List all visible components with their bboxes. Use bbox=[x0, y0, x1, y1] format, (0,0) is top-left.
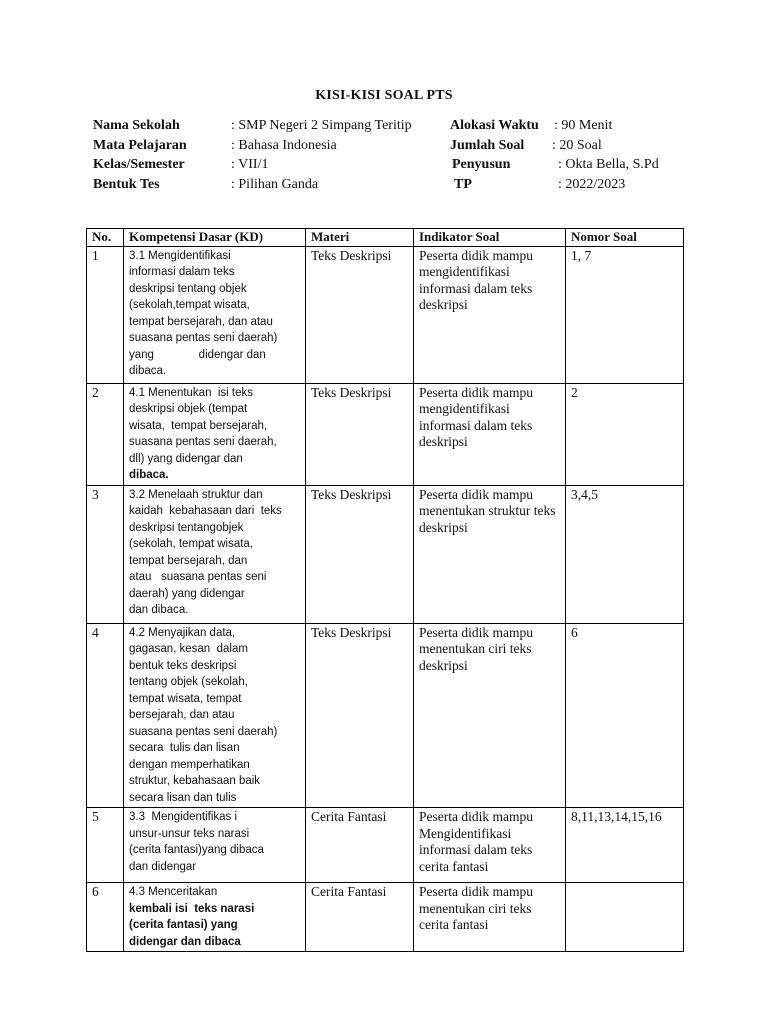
table-row bbox=[87, 246, 684, 383]
kd-line: dibaca. bbox=[129, 469, 169, 481]
kd-line: secara tulis dan lisan bbox=[129, 742, 240, 754]
kd-line: deskripsi objek (tempat bbox=[129, 403, 248, 415]
table-row bbox=[87, 383, 684, 485]
cell-nomor bbox=[566, 883, 684, 952]
info-value: : VII/1 bbox=[231, 157, 269, 172]
cell-nomor: 6 bbox=[566, 623, 684, 808]
table-header-row bbox=[87, 229, 684, 247]
kd-line: suasana pentas seni daerah, bbox=[129, 436, 277, 448]
header-nomor: Nomor Soal bbox=[566, 229, 684, 247]
info-value: : SMP Negeri 2 Simpang Teritip bbox=[231, 118, 412, 133]
kd-line: 3.2 Menelaah struktur dan bbox=[129, 488, 263, 501]
kd-line: wisata, tempat bersejarah, bbox=[129, 419, 268, 432]
kd-line: unsur-unsur teks narasi bbox=[129, 827, 250, 840]
header-no: No. bbox=[87, 229, 124, 247]
cell-indikator: Peserta didik mampu menentukan struktur teks deskripsi bbox=[414, 485, 566, 623]
kd-line: (cerita fantasi) yang bbox=[129, 919, 238, 931]
kd-line: 3.1 Mengidentifikasi bbox=[129, 249, 231, 262]
cell-materi: Teks Deskripsi bbox=[306, 246, 414, 383]
kd-line: bersejarah, dan atau bbox=[129, 709, 235, 721]
kd-line: 4.2 Menyajikan data, bbox=[129, 626, 236, 639]
info-label: Bentuk Tes bbox=[93, 176, 160, 192]
kisi-kisi-table bbox=[86, 228, 684, 952]
kd-line: dll) yang didengar dan bbox=[129, 452, 243, 465]
cell-nomor: 1, 7 bbox=[566, 246, 684, 383]
header-materi: Materi bbox=[306, 229, 414, 247]
cell-indikator: Peserta didik mampu Mengidentifikasi informasi dalam teks cerita fantasi bbox=[414, 808, 566, 883]
info-row bbox=[93, 157, 693, 177]
kd-line: tempat bersejarah, dan atau bbox=[129, 315, 273, 328]
table-row bbox=[87, 883, 684, 952]
kd-line: tentang objek (sekolah, bbox=[129, 676, 248, 688]
cell-kd bbox=[124, 383, 306, 485]
header-indikator: Indikator Soal bbox=[414, 229, 566, 247]
cell-kd bbox=[124, 883, 306, 952]
info-label: Kelas/Semester bbox=[93, 157, 185, 172]
table-row bbox=[87, 623, 684, 808]
cell-materi: Cerita Fantasi bbox=[306, 808, 414, 883]
cell-no: 5 bbox=[87, 808, 124, 883]
kd-line: dan dibaca. bbox=[129, 604, 189, 616]
cell-no: 2 bbox=[87, 383, 124, 485]
cell-indikator: Peserta didik mampu mengidentifikasi informasi dalam teks deskripsi bbox=[414, 246, 566, 383]
kd-line: informasi dalam teks bbox=[129, 266, 235, 278]
kd-line: daerah) yang didengar bbox=[129, 587, 245, 600]
kd-line: bentuk teks deskripsi bbox=[129, 659, 237, 672]
info-label: TP bbox=[454, 176, 472, 192]
kd-line: kaidah kebahasaan dari teks bbox=[129, 505, 282, 517]
cell-indikator: Peserta didik mampu mengidentifikasi informasi dalam teks deskripsi bbox=[414, 383, 566, 485]
info-value: : 90 Menit bbox=[554, 118, 613, 133]
kd-line: suasana pentas seni daerah) bbox=[129, 332, 278, 344]
info-row bbox=[93, 177, 693, 197]
table-row bbox=[87, 485, 684, 623]
info-value: : 2022/2023 bbox=[558, 176, 626, 192]
info-row bbox=[93, 138, 693, 158]
cell-materi: Teks Deskripsi bbox=[306, 485, 414, 623]
cell-no: 4 bbox=[87, 623, 124, 808]
kd-line: gagasan, kesan dalam bbox=[129, 643, 248, 655]
document-title: KISI-KISI SOAL PTS bbox=[315, 88, 453, 103]
kd-line: didengar dan dibaca bbox=[129, 935, 241, 948]
kd-line: atau suasana pentas seni bbox=[129, 571, 267, 583]
info-label: Mata Pelajaran bbox=[93, 137, 187, 153]
kd-line: 4.3 Menceritakan bbox=[129, 886, 218, 898]
kd-line: 4.1 Menentukan isi teks bbox=[129, 386, 254, 399]
kd-line: (sekolah,tempat wisata, bbox=[129, 299, 250, 311]
info-value: : Pilihan Ganda bbox=[231, 176, 319, 192]
cell-indikator: Peserta didik mampu menentukan ciri teks cerita fantasi bbox=[414, 883, 566, 952]
cell-indikator: Peserta didik mampu menentukan ciri teks deskripsi bbox=[414, 623, 566, 808]
kd-line: secara lisan dan tulis bbox=[129, 791, 237, 804]
kd-line: tempat wisata, tempat bbox=[129, 692, 242, 705]
cell-nomor: 2 bbox=[566, 383, 684, 485]
cell-no: 3 bbox=[87, 485, 124, 623]
kd-line: deskripsi tentangobjek bbox=[129, 521, 244, 534]
info-label: Jumlah Soal bbox=[450, 137, 525, 153]
cell-materi: Cerita Fantasi bbox=[306, 883, 414, 952]
info-row bbox=[93, 118, 693, 138]
kd-line: yang didengar dan bbox=[129, 348, 266, 361]
cell-no: 1 bbox=[87, 246, 124, 383]
kd-line: suasana pentas seni daerah) bbox=[129, 725, 278, 738]
cell-kd bbox=[124, 623, 306, 808]
header-kd: Kompetensi Dasar (KD) bbox=[124, 229, 306, 247]
kd-line: tempat bersejarah, dan bbox=[129, 554, 248, 567]
kd-line: (sekolah, tempat wisata, bbox=[129, 538, 254, 550]
info-value: : Bahasa Indonesia bbox=[231, 137, 337, 153]
info-label: Nama Sekolah bbox=[93, 118, 180, 133]
cell-kd bbox=[124, 246, 306, 383]
info-value: : Okta Bella, S.Pd bbox=[558, 157, 659, 172]
info-block bbox=[93, 118, 693, 196]
info-value: : 20 Soal bbox=[552, 137, 602, 153]
cell-materi: Teks Deskripsi bbox=[306, 623, 414, 808]
cell-materi: Teks Deskripsi bbox=[306, 383, 414, 485]
kd-line: kembali isi teks narasi bbox=[129, 902, 255, 915]
info-label: Penyusun bbox=[452, 157, 511, 172]
cell-kd bbox=[124, 485, 306, 623]
kd-line: (cerita fantasi)yang dibaca bbox=[129, 844, 264, 856]
kd-line: dengan memperhatikan bbox=[129, 758, 250, 771]
kd-line: dan didengar bbox=[129, 860, 197, 873]
info-label: Alokasi Waktu bbox=[450, 118, 539, 133]
cell-nomor: 8,11,13,14,15,16 bbox=[566, 808, 684, 883]
kd-line: struktur, kebahasaan baik bbox=[129, 775, 261, 787]
cell-kd bbox=[124, 808, 306, 883]
cell-no: 6 bbox=[87, 883, 124, 952]
kd-line: 3.3 Mengidentifikas i bbox=[129, 811, 238, 823]
kd-line: deskripsi tentang objek bbox=[129, 282, 247, 295]
kd-line: dibaca. bbox=[129, 365, 167, 377]
cell-nomor: 3,4,5 bbox=[566, 485, 684, 623]
table-row bbox=[87, 808, 684, 883]
